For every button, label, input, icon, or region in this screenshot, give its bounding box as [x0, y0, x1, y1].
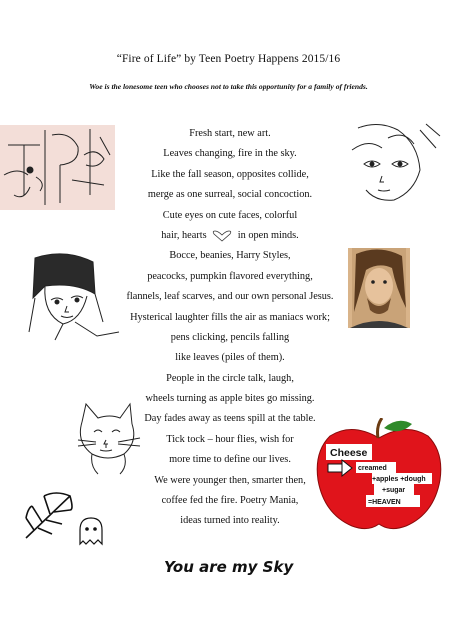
- poem-line: Day fades away as teens spill at the table.: [144, 413, 316, 425]
- poem-line: Leaves changing, fire in the sky.: [163, 148, 297, 160]
- poem-line: pens clicking, pencils falling: [170, 331, 290, 343]
- poem-line: like leaves (piles of them).: [175, 352, 285, 364]
- poem-line: Fresh start, new art.: [189, 128, 271, 139]
- apple-stem: [378, 418, 383, 438]
- poem-line-part: hair, hearts: [161, 229, 207, 241]
- poem-line: Tick tock – hour flies, wish for: [166, 433, 294, 445]
- poem-line: Cute eyes on cute faces, colorful: [162, 209, 298, 221]
- poem-line-part: in open minds.: [237, 229, 299, 241]
- recipe-line: =HEAVEN: [368, 499, 401, 506]
- heart-icon: [209, 230, 235, 242]
- recipe-line: creamed: [358, 465, 387, 472]
- poem-line: wheels turning as apple bites go missing.: [145, 393, 315, 405]
- poem-line: We were younger then, smarter then,: [154, 474, 306, 486]
- leaf-doodle-icon: [22, 488, 77, 543]
- page-title: “Fire of Life” by Teen Poetry Happens 2015/16: [116, 53, 341, 65]
- handwritten-signature: [160, 550, 300, 580]
- poem-line-hearts: [80, 226, 380, 246]
- poem-line: People in the circle talk, laugh,: [166, 372, 294, 384]
- poem-line: Bocce, beanies, Harry Styles,: [169, 250, 291, 262]
- recipe-line: +apples +dough: [372, 476, 426, 483]
- poem-line: merge as one surreal, social concoction.: [147, 189, 313, 201]
- poem-line: Like the fall season, opposites collide,: [151, 168, 309, 180]
- poem-line: more time to define our lives.: [169, 454, 291, 466]
- poem-line: peacocks, pumpkin flavored everything,: [147, 270, 313, 282]
- poem-line: coffee fed the fire. Poetry Mania,: [161, 495, 299, 507]
- recipe-line: +sugar: [382, 487, 406, 494]
- poem-line: ideas turned into reality.: [180, 515, 280, 527]
- poem-line: flannels, leaf scarves, and our own personal Jesus.: [126, 291, 334, 303]
- dedication: Woe is the lonesome teen who chooses not to take this opportunity for a family of friends.: [89, 82, 368, 91]
- cheese-apple-illustration: [312, 418, 447, 533]
- signature-text: You are my Sky: [164, 558, 294, 576]
- apple-word: Cheese: [330, 447, 368, 459]
- poem-line: Hysterical laughter fills the air as maniacs work;: [130, 311, 330, 323]
